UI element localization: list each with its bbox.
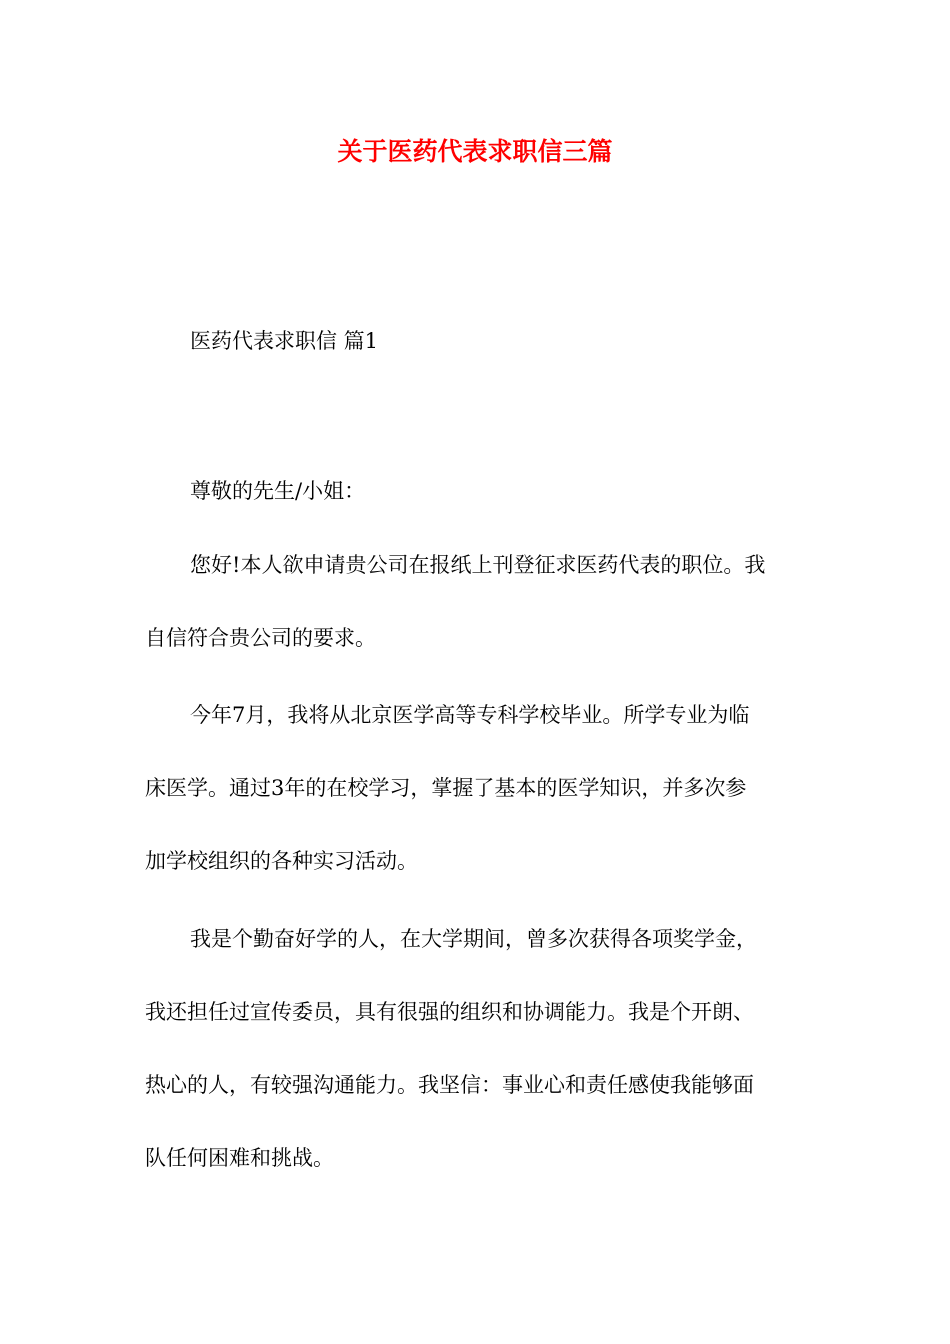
paragraph-1 — [145, 547, 810, 657]
document-title: 关于医药代表求职信三篇 — [337, 137, 613, 166]
paragraph-line: 加学校组织的各种实习活动。 — [145, 849, 418, 873]
paragraph-line: 我是个勤奋好学的人，在大学期间，曾多次获得各项奖学金， — [190, 927, 757, 951]
paragraph-2 — [145, 697, 810, 880]
salutation-text: 尊敬的先生/小姐： — [190, 479, 366, 503]
paragraph-line: 床医学。通过3年的在校学习，掌握了基本的医学知识，并多次参 — [145, 776, 747, 800]
paragraph-line: 队任何困难和挑战。 — [145, 1146, 334, 1170]
paragraph-line: 我还担任过宣传委员，具有很强的组织和协调能力。我是个开朗、 — [145, 1000, 754, 1024]
salutation — [145, 473, 810, 510]
paragraph-line: 今年7月，我将从北京医学高等专科学校毕业。所学专业为临 — [190, 703, 750, 727]
section-heading — [145, 323, 810, 360]
paragraph-line: 自信符合贵公司的要求。 — [145, 626, 376, 650]
paragraph-3 — [145, 921, 810, 1177]
section-heading-text: 医药代表求职信 篇1 — [190, 329, 379, 353]
paragraph-line: 热心的人，有较强沟通能力。我坚信：事业心和责任感使我能够面 — [145, 1073, 754, 1097]
paragraph-line: 您好!本人欲申请贵公司在报纸上刊登征求医药代表的职位。我 — [190, 553, 766, 577]
